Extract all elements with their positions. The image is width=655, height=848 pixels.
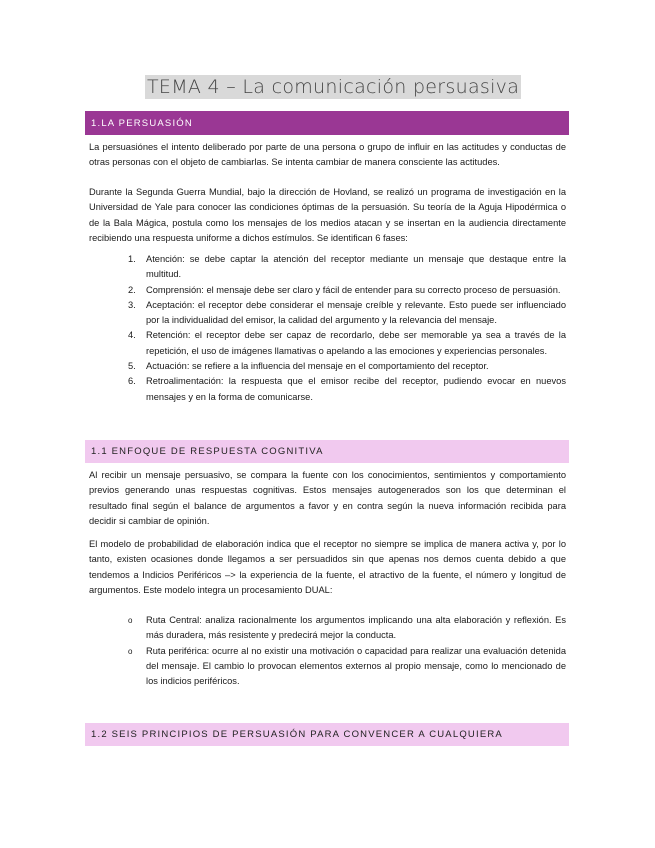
list-item-text: Ruta periférica: ocurre al no existir una motivación o capacidad para realizar una evaluación detenida del mensaje. El cambio lo provocan elementos externos al propio mensaje, como lo mencionado de los indicios periféricos. [146,645,566,687]
section-heading-label: 1.1 ENFOQUE DE RESPUESTA COGNITIVA [91,446,324,457]
list-number: 5. [128,361,136,372]
list-item-text: Comprensión: el mensaje debe ser claro y fácil de entender para su correcto proceso de persuasión. [146,284,561,295]
section-heading-persuasion [85,111,569,135]
list-item [128,328,566,359]
list-item [128,374,566,405]
list-item-text: Aceptación: el receptor debe considerar el mensaje creíble y relevante. Esto puede ser influenciado por la individualidad del emisor, la calidad del argumento y la relevancia del mensaje. [146,299,566,326]
routes-list [128,613,566,689]
list-item [128,359,566,374]
list-item-text: Actuación: se refiere a la influencia del mensaje en el comportamiento del receptor. [146,361,489,372]
list-item [128,252,566,283]
paragraph: Durante la Segunda Guerra Mundial, bajo la dirección de Hovland, se realizó un programa de investigación en la Universidad de Yale para conocer las condiciones óptimas de la persuasión. Su teoría de la Aguja Hipodérmica o de la Bala Mágica, postula como los mensajes de los medios atacan y se insertan en la audiencia directamente recibiendo una respuesta uniforme a dichos estímulos. Se identifican 6 fases: [89,187,566,243]
section-heading-label: 1.2 SEIS PRINCIPIOS DE PERSUASIÓN PARA CONVENCER A CUALQUIERA [91,729,503,740]
paragraph: El modelo de probabilidad de elaboración indica que el receptor no siempre se implica de manera activa y, por lo tanto, existen ocasiones donde llegamos a ser persuadidos sin que apenas nos demos cuenta debido a que tendemos a Indicios Periféricos –> la experiencia de la fuente, el atractivo de la fuente, el número y longitud de argumentos. Este modelo integra un procesamiento DUAL: [89,539,566,595]
section-heading-respuesta-cognitiva [85,440,569,463]
list-number: 3. [128,299,136,310]
phases-list [128,252,566,405]
list-item-text: Retroalimentación: la respuesta que el emisor recibe del receptor, pudiendo evocar en nuevos mensajes y en la forma de comunicarse. [146,376,566,402]
list-item [128,298,566,329]
list-item [128,613,566,644]
bullet-circle-icon: o [128,646,133,656]
list-item-text: Atención: se debe captar la atención del receptor mediante un mensaje que destaque entre la multitud. [146,254,566,280]
section-heading-label: 1.LA PERSUASIÓN [91,117,193,129]
list-number: 2. [128,284,136,295]
paragraph: Al recibir un mensaje persuasivo, se compara la fuente con los conocimientos, sentimientos y comportamiento previos generando unas respuestas cognitivas. Estos mensajes autogenerados son los que determinan el resultado final según el balance de argumentos a favor y en contra según la nueva información recibida para decidir si cambiar de opinión. [89,470,566,526]
list-item [128,283,566,298]
paragraph: La persuasiónes el intento deliberado por parte de una persona o grupo de influir en las actitudes y conductas de otras personas con el objeto de cambiarlas. Se intenta cambiar de manera consciente las actitudes. [89,142,566,168]
list-item-text: Ruta Central: analiza racionalmente los argumentos implicando una alta elaboración y reflexión. Es más duradera, más resistente y predecirá mejor la conducta. [146,615,566,641]
list-item-text: Retención: el receptor debe ser capaz de recordarlo, debe ser memorable ya sea a través de la repetición, el uso de imágenes llamativas o apelando a las emociones y experiencias personales. [146,330,566,356]
page-title: TEMA 4 – La comunicación persuasiva [147,76,520,98]
list-number: 6. [128,376,136,387]
list-number: 4. [128,330,136,341]
bullet-circle-icon: o [128,616,133,625]
section-heading-seis-principios [85,723,569,746]
list-number: 1. [128,254,136,264]
list-item [128,644,566,690]
